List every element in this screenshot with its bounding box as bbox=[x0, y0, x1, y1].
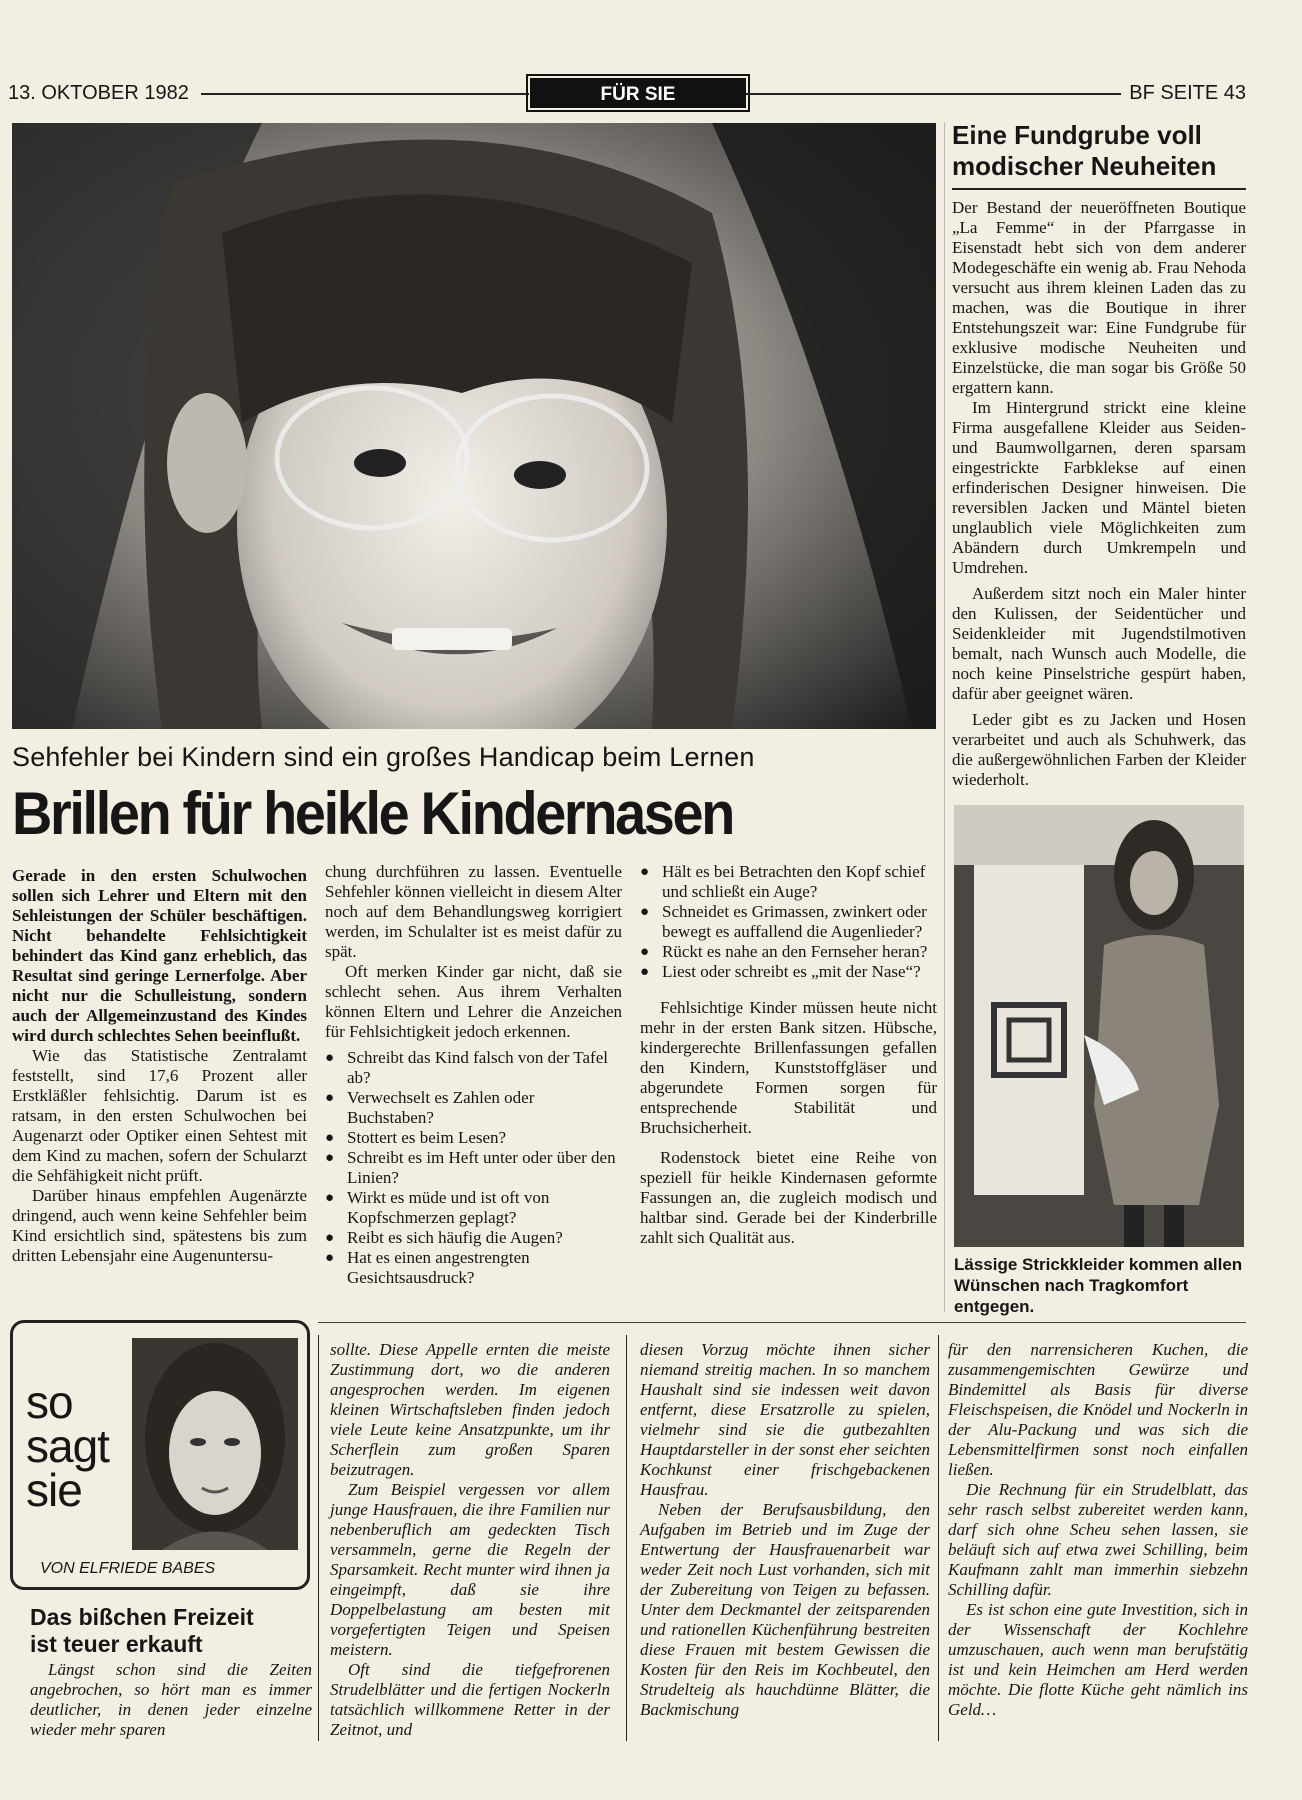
article-paragraph: chung durchführen zu lassen. Eventuelle Sehfehler können vielleicht in diesem Alter noch auf dem Behandlungsweg korrigiert werden, im Schulalter ist es meist dafür zu spät. bbox=[325, 862, 622, 961]
issue-date: 13. OKTOBER 1982 bbox=[8, 82, 189, 104]
sidebar-divider bbox=[944, 122, 945, 1312]
column-title-line: ist teuer erkauft bbox=[30, 1631, 203, 1657]
article-paragraph: Darüber hinaus empfehlen Augenärzte dringend, auch wenn keine Sehfehler beim Kind ersichtlich sind, spätestens bis zum dritten Lebensjahr eine Augenuntersu- bbox=[12, 1186, 307, 1265]
list-item: ● Rückt es nahe an den Fernseher heran? bbox=[640, 942, 937, 962]
header-rule-left bbox=[201, 93, 529, 95]
column-label-line: so bbox=[26, 1376, 73, 1428]
sidebar-text bbox=[952, 198, 1246, 790]
list-item: ● Reibt es sich häufig die Augen? bbox=[325, 1228, 622, 1248]
article-lead: Gerade in den ersten Schulwochen sollen sich Lehrer und Eltern mit den Sehleistungen der Schüler beschäftigen. Nicht behandelte Fehlsichtigkeit behindert das Kind ganz erheblich, das Resultat sind geringe Lernerfolge. Aber nicht nur die Schulleistung, sondern auch der Allgemeinzustand des Kindes wird durch schlechtes Sehen beeinflußt. bbox=[12, 866, 307, 1045]
sidebar-paragraph: Im Hintergrund strickt eine kleine Firma ausgefallene Kleider aus Seiden- und Baumwollgarnen, deren sparsam eingestrickte Farbklekse auf einen erfinderischen Designer hinweisen. Die reversiblen Jacken und Mäntel bieten unglaublich viele Möglichkeiten zum Abändern durch Umkrempeln und Umdrehen. bbox=[952, 398, 1246, 577]
article-paragraph: Oft merken Kinder gar nicht, daß sie schlecht sehen. Aus ihrem Verhalten können Eltern und Lehrer die Anzeichen für Fehlsichtigkeit jedoch erkennen. bbox=[325, 962, 622, 1041]
list-item: ● Verwechselt es Zahlen oder Buchstaben? bbox=[325, 1088, 622, 1128]
author-photo-illustration bbox=[132, 1338, 298, 1550]
list-item: ● Liest oder schreibt es „mit der Nase“? bbox=[640, 962, 937, 982]
article-headline: Brillen für heikle Kindernasen bbox=[12, 780, 733, 847]
column-text-1 bbox=[30, 1660, 312, 1740]
list-item: ● Wirkt es müde und ist oft von Kopfschmerzen geplagt? bbox=[325, 1188, 622, 1228]
sidebar-title-line: modischer Neuheiten bbox=[952, 151, 1217, 181]
column-byline: VON ELFRIEDE BABES bbox=[40, 1560, 216, 1577]
list-item: ● Hält es bei Betrachten den Kopf schief und schließt ein Auge? bbox=[640, 862, 937, 902]
column-paragraph: diesen Vorzug möchte ihnen sicher niemand streitig machen. In so manchem Haushalt sind sie indessen weit davon entfernt, diese Ersatzrolle zu spielen, vielmehr sind sie die gutbezahlten Hauptdarsteller in der sonst eher seichten Kochkunst einer frischgebackenen Hausfrau. bbox=[640, 1340, 930, 1499]
sidebar-paragraph: Der Bestand der neueröffneten Boutique „La Femme“ in der Pfarrgasse in Eisenstadt hebt sich von dem anderer Modegeschäfte ein wenig ab. Frau Nehoda versucht aus ihrem kleinen Laden das zu machen, was die Boutique in ihrer Entstehungszeit war: Eine Fundgrube für exklusive modische Neuheiten und Einzelstücke, die man sogar bis Größe 50 ergattern kann. bbox=[952, 198, 1246, 397]
list-item: ● Schneidet es Grimassen, zwinkert oder bewegt es auffallend die Augenlieder? bbox=[640, 902, 937, 942]
article-paragraph: Wie das Statistische Zentralamt feststellt, sind 17,6 Prozent aller Erstkläßler fehlsichtig. Darum ist es ratsam, in den ersten Schulwochen bei Augenarzt oder Optiker einen Sehtest mit dem Kind zu machen, sofern der Schularzt die Sehfähigkeit nicht prüft. bbox=[12, 1046, 307, 1185]
page-header bbox=[8, 78, 1246, 108]
column-paragraph: sollte. Diese Appelle ernten die meiste Zustimmung dort, wo die anderen angesprochen werden. Im eigenen kleinen Wirtschaftsleben finden jedoch viele Leute keine Ansatzpunkte, um ihr Scherflein zum großen Sparen beizutragen. bbox=[330, 1340, 610, 1479]
photo-author-portrait bbox=[132, 1338, 298, 1550]
column-title-line: Das bißchen Freizeit bbox=[30, 1604, 254, 1630]
article-kicker: Sehfehler bei Kindern sind ein großes Handicap beim Lernen bbox=[12, 742, 755, 772]
photo-boutique-woman bbox=[954, 805, 1244, 1247]
article-paragraph: Fehlsichtige Kinder müssen heute nicht mehr in der ersten Bank sitzen. Hübsche, kindergerechte Brillenfassungen gefallen den Kindern, Kunststoffgläser und abgerundete Formen sorgen für entsprechende Stabilität und Bruchsicherheit. bbox=[640, 998, 937, 1137]
sidebar-title-line: Eine Fundgrube voll bbox=[952, 120, 1202, 150]
column-paragraph: Neben der Berufsausbildung, den Aufgaben im Betrieb und im Zuge der Entwertung der Hausfrauenarbeit war weder Zeit noch Lust vorhanden, sich mit der Zubereitung von Teigen zu befassen. Unter dem Deckmantel der zeitsparenden und rationellen Küchenführung bestreiten diese Frauen mit bestem Gewissen die Kosten für den Reis im Kochbeutel, den Strudelteig als hauchdünne Blätter, die Backmischung bbox=[640, 1500, 930, 1719]
photo-child-with-glasses bbox=[12, 123, 936, 729]
child-photo-illustration bbox=[12, 123, 936, 729]
column-paragraph: für den narrensicheren Kuchen, die zusammengemischten Gewürze und Bindemittel als Basis für diverse Fleischspeisen, die Knödel und Nockerln in der Alu-Packung und was sich die Lebensmittelfirmen sonst noch einfallen ließen. bbox=[948, 1340, 1248, 1479]
list-item: ● Schreibt es im Heft unter oder über den Linien? bbox=[325, 1148, 622, 1188]
column-text-4 bbox=[948, 1340, 1248, 1720]
list-item: ● Schreibt das Kind falsch von der Tafel ab? bbox=[325, 1048, 622, 1088]
symptom-list-continued bbox=[640, 862, 937, 982]
article-column-1 bbox=[12, 866, 307, 1266]
column-divider bbox=[318, 1335, 319, 1741]
list-item: ● Stottert es beim Lesen? bbox=[325, 1128, 622, 1148]
page-number: BF SEITE 43 bbox=[1129, 82, 1246, 104]
list-item: ● Hat es einen angestrengten Gesichtsausdruck? bbox=[325, 1248, 622, 1288]
sidebar-paragraph: Leder gibt es zu Jacken und Hosen verarbeitet und auch als Schuhwerk, das die außergewöhnlichen Farben der Kleider wiederholt. bbox=[952, 710, 1246, 789]
column-paragraph: Längst schon sind die Zeiten angebrochen, so hört man es immer deutlicher, in denen jeder einzelne wieder mehr sparen bbox=[30, 1660, 312, 1739]
header-rule-right bbox=[746, 93, 1121, 95]
sidebar-paragraph: Außerdem sitzt noch ein Maler hinter den Kulissen, der Seidentücher und Seidenkleider mit Jugendstilmotiven bemalt, nach Wunsch auch Modelle, die noch keine Pinselstriche gespürt haben, dafür aber geeignet wären. bbox=[952, 584, 1246, 703]
column-title bbox=[30, 1604, 300, 1658]
column-divider bbox=[938, 1335, 939, 1741]
column-text-2 bbox=[330, 1340, 610, 1740]
section-divider bbox=[318, 1322, 1246, 1323]
column-text-3 bbox=[640, 1340, 930, 1720]
article-column-2 bbox=[325, 862, 622, 1294]
sidebar-rule bbox=[952, 188, 1246, 190]
symptom-list bbox=[325, 1048, 622, 1288]
column-paragraph: Es ist schon eine gute Investition, sich in der Wissenschaft der Kochlehre umzuschauen, auch wenn man berufstätig ist und kein Heimchen am Herd werden möchte. Die flotte Küche geht nämlich ins Geld… bbox=[948, 1600, 1248, 1719]
article-paragraph: Rodenstock bietet eine Reihe von speziell für heikle Kindernasen geformte Fassungen an, die zugleich modisch und haltbar sind. Gerade bei der Kinderbrille zahlt sich Qualität aus. bbox=[640, 1148, 937, 1247]
column-label bbox=[26, 1376, 126, 1516]
column-paragraph: Zum Beispiel vergessen vor allem junge Hausfrauen, die ihre Familien nur nebenberuflich am gedeckten Tisch versammeln, gerne die Regeln der Sparsamkeit. Recht munter wird ihnen ja eingeimpft, daß sie ihre Doppelbelastung am besten mit vorgefertigten Teigen und Speisen meistern. bbox=[330, 1480, 610, 1659]
column-paragraph: Oft sind die tiefgefrorenen Strudelblätter und die fertigen Nockerln tatsächlich willkommene Retter in der Zeitnot, und bbox=[330, 1660, 610, 1739]
column-label-line: sie bbox=[26, 1464, 82, 1516]
section-badge: FÜR SIE bbox=[530, 78, 746, 108]
photo-caption: Lässige Strickkleider kommen allen Wünschen nach Tragkomfort entgegen. bbox=[954, 1255, 1243, 1316]
sidebar-title bbox=[952, 120, 1246, 182]
boutique-photo-illustration bbox=[954, 805, 1244, 1247]
column-label-line: sagt bbox=[26, 1420, 109, 1472]
article-column-3 bbox=[640, 862, 937, 1248]
column-paragraph: Die Rechnung für ein Strudelblatt, das sehr rasch selbst zubereitet werden kann, darf sich ohne Scheu sehen lassen, sie beläuft sich auf etwa zwei Schilling, beim Kaufmann zahlt man immerhin siebzehn Schilling dafür. bbox=[948, 1480, 1248, 1599]
column-divider bbox=[626, 1335, 627, 1741]
